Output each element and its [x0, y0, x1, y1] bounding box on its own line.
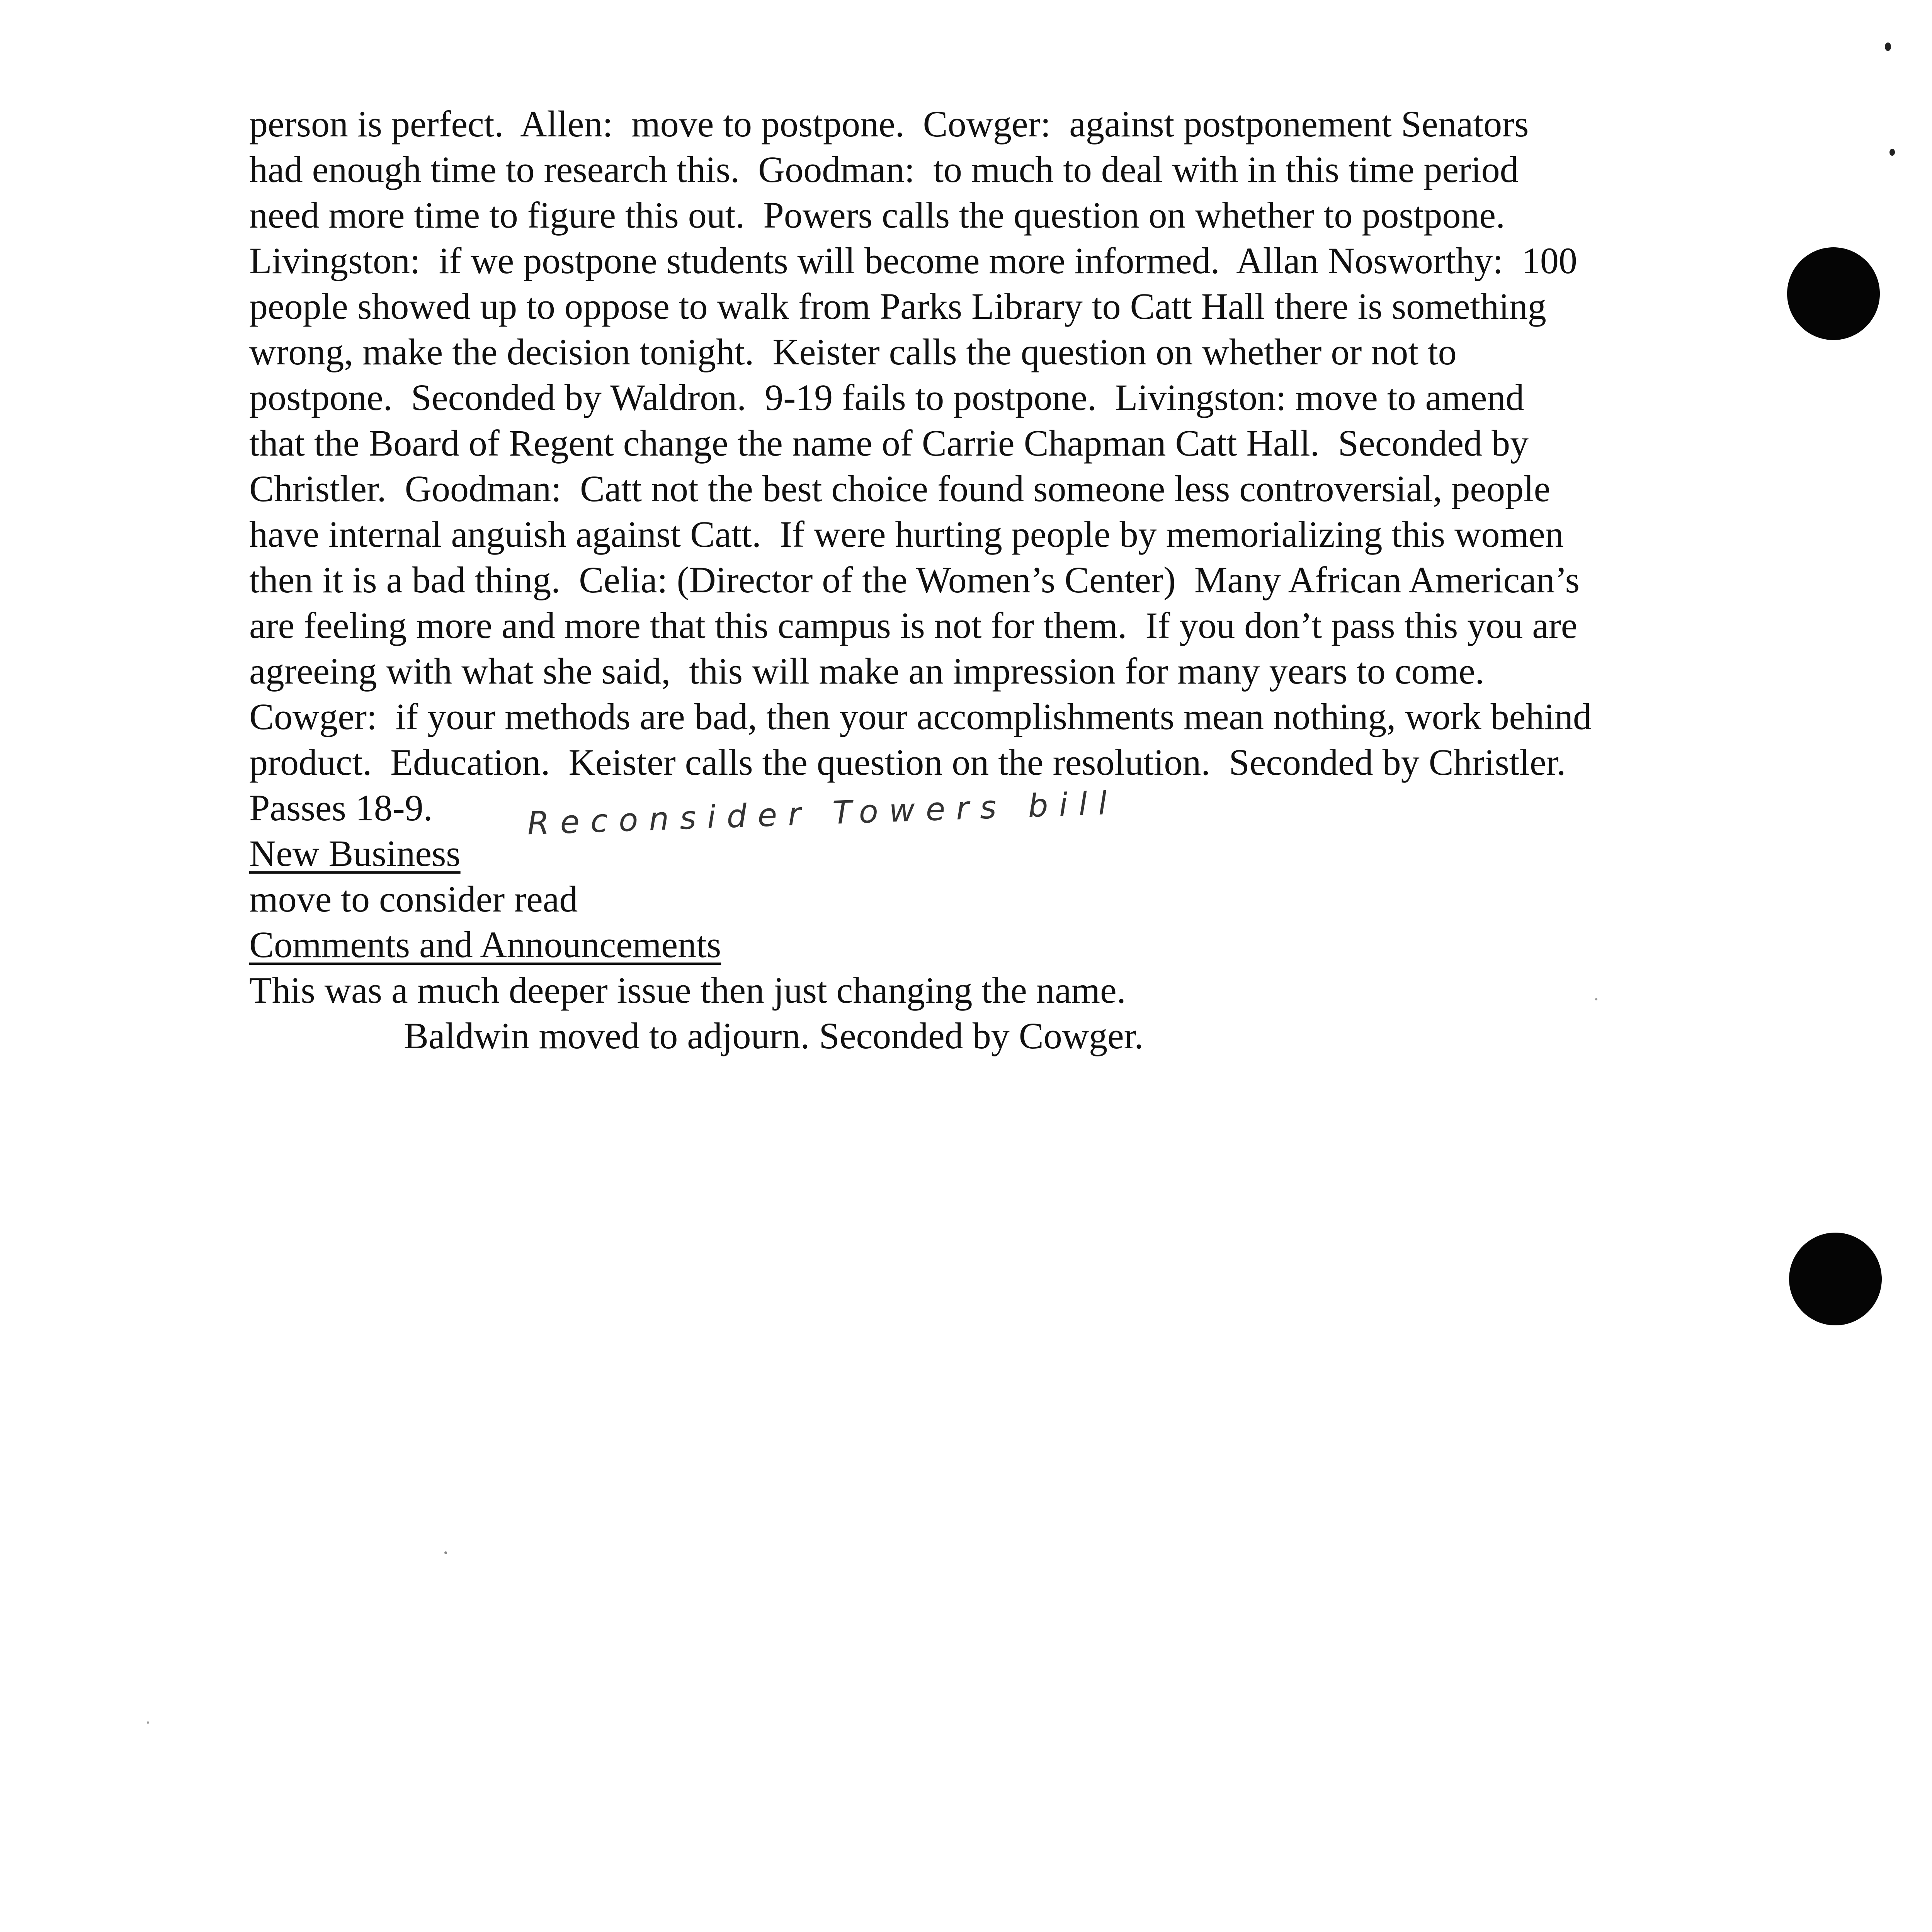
scan-speck — [444, 1551, 447, 1554]
minutes-line-2: had enough time to research this. Goodman: to much to deal with in this time period — [249, 149, 1519, 190]
adjourn-text: Baldwin moved to adjourn. Seconded by Cowger. — [404, 1015, 1144, 1056]
minutes-line-13: agreeing with what she said, this will make an impression for many years to come. — [249, 650, 1485, 692]
comments-text: This was a much deeper issue then just changing the name. — [249, 969, 1126, 1011]
minutes-line-12: are feeling more and more that this campus is not for them. If you don’t pass this you are — [249, 605, 1578, 646]
minutes-line-11: then it is a bad thing. Celia: (Director of the Women’s Center) Many African American’s — [249, 559, 1580, 600]
punch-hole-top — [1787, 247, 1880, 340]
scan-speck — [1889, 149, 1895, 156]
minutes-line-8: that the Board of Regent change the name of Carrie Chapman Catt Hall. Seconded by — [249, 422, 1529, 464]
minutes-line-16: Passes 18-9. — [249, 787, 433, 828]
scan-speck — [1595, 998, 1597, 1000]
punch-hole-middle — [1789, 1233, 1882, 1325]
minutes-line-3: need more time to figure this out. Powers calls the question on whether to postpone. — [249, 194, 1505, 236]
minutes-body — [249, 101, 1648, 1059]
minutes-line-5: people showed up to oppose to walk from Parks Library to Catt Hall there is something — [249, 286, 1546, 327]
scan-speck — [147, 1721, 149, 1724]
minutes-line-1: person is perfect. Allen: move to postpone. Cowger: against postponement Senators — [249, 103, 1529, 145]
comments-heading: Comments and Announcements — [249, 924, 721, 965]
minutes-line-9: Christler. Goodman: Catt not the best choice found someone less controversial, people — [249, 468, 1551, 509]
scan-speck — [1885, 43, 1891, 51]
minutes-line-15: product. Education. Keister calls the question on the resolution. Seconded by Christler. — [249, 742, 1566, 783]
new-business-heading: New Business — [249, 833, 461, 874]
minutes-line-7: postpone. Seconded by Waldron. 9-19 fails to postpone. Livingston: move to amend — [249, 377, 1524, 418]
minutes-line-4: Livingston: if we postpone students will become more informed. Allan Nosworthy: 100 — [249, 240, 1577, 281]
new-business-text: move to consider read — [249, 878, 578, 920]
minutes-line-14: Cowger: if your methods are bad, then your accomplishments mean nothing, work behind — [249, 696, 1592, 737]
minutes-line-6: wrong, make the decision tonight. Keister calls the question on whether or not to — [249, 331, 1457, 372]
minutes-line-10: have internal anguish against Catt. If were hurting people by memorializing this women — [249, 514, 1564, 555]
handwritten-note: Reconsider Towers bill — [526, 785, 1119, 842]
